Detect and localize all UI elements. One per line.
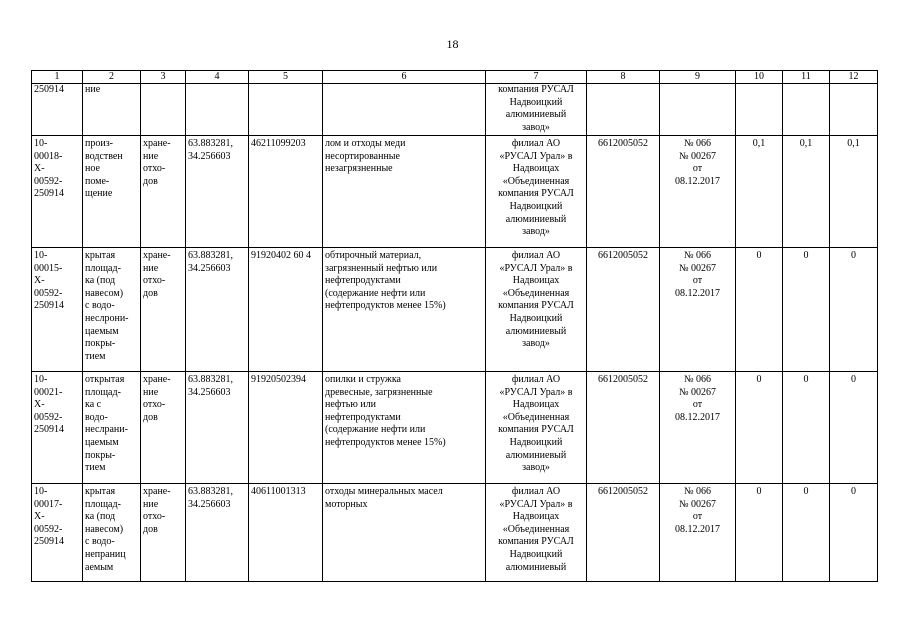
inn-cell: 6612005052 (587, 136, 660, 248)
object-type-cell: произ- водствен ное поме- щение (83, 136, 141, 248)
capacity-cell-12: 0 (830, 248, 878, 372)
coordinates-cell: 63.883281, 34.256603 (186, 372, 249, 484)
fkko-code-cell (249, 84, 323, 136)
capacity-cell-10: 0 (736, 248, 783, 372)
column-header: 3 (141, 71, 186, 84)
coordinates-cell: 63.883281, 34.256603 (186, 484, 249, 582)
facility-number-cell: 250914 (32, 84, 83, 136)
column-header: 12 (830, 71, 878, 84)
table-row (32, 84, 878, 136)
license-cell: № 066 № 00267 от 08.12.2017 (660, 136, 736, 248)
waste-name-cell: отходы минеральных масел моторных (323, 484, 486, 582)
column-header: 5 (249, 71, 323, 84)
capacity-cell-12: 0 (830, 484, 878, 582)
capacity-cell-11 (783, 84, 830, 136)
column-header: 4 (186, 71, 249, 84)
operator-cell: филиал АО «РУСАЛ Урал» в Надвоицах «Объединенная компания РУСАЛ Надвоицкий алюминиевый (486, 484, 587, 582)
inn-cell (587, 84, 660, 136)
capacity-cell-10: 0 (736, 372, 783, 484)
column-header: 6 (323, 71, 486, 84)
capacity-cell-10: 0,1 (736, 136, 783, 248)
table-row (32, 484, 878, 582)
facility-number-cell: 10- 00018- Х- 00592- 250914 (32, 136, 83, 248)
table-row (32, 248, 878, 372)
license-cell: № 066 № 00267 от 08.12.2017 (660, 484, 736, 582)
capacity-cell-10: 0 (736, 484, 783, 582)
inn-cell: 6612005052 (587, 484, 660, 582)
object-type-cell: ние (83, 84, 141, 136)
object-type-cell: крытая площад- ка (под навесом) с водо- непраниц аемым (83, 484, 141, 582)
capacity-cell-12 (830, 84, 878, 136)
operator-cell: филиал АО «РУСАЛ Урал» в Надвоицах «Объединенная компания РУСАЛ Надвоицкий алюминиевый завод» (486, 136, 587, 248)
waste-facility-registry-table (31, 70, 878, 582)
operator-cell: филиал АО «РУСАЛ Урал» в Надвоицах «Объединенная компания РУСАЛ Надвоицкий алюминиевый завод» (486, 248, 587, 372)
purpose-cell: хране- ние отхо- дов (141, 136, 186, 248)
coordinates-cell: 63.883281, 34.256603 (186, 248, 249, 372)
waste-name-cell: опилки и стружка древесные, загрязненные нефтью или нефтепродуктами (содержание нефти или нефтепродуктов менее 15%) (323, 372, 486, 484)
inn-cell: 6612005052 (587, 248, 660, 372)
capacity-cell-11: 0 (783, 372, 830, 484)
waste-name-cell: обтирочный материал, загрязненный нефтью или нефтепродуктами (содержание нефти или нефтепродуктов менее 15%) (323, 248, 486, 372)
license-cell (660, 84, 736, 136)
column-number-header-row (32, 71, 878, 84)
fkko-code-cell: 40611001313 (249, 484, 323, 582)
purpose-cell (141, 84, 186, 136)
license-cell: № 066 № 00267 от 08.12.2017 (660, 248, 736, 372)
table-row (32, 136, 878, 248)
facility-number-cell: 10- 00015- Х- 00592- 250914 (32, 248, 83, 372)
facility-number-cell: 10- 00021- Х- 00592- 250914 (32, 372, 83, 484)
waste-name-cell (323, 84, 486, 136)
purpose-cell: хране- ние отхо- дов (141, 248, 186, 372)
column-header: 8 (587, 71, 660, 84)
column-header: 7 (486, 71, 587, 84)
column-header: 9 (660, 71, 736, 84)
object-type-cell: открытая площад- ка с водо- неслрани- цаемым покры- тием (83, 372, 141, 484)
column-header: 10 (736, 71, 783, 84)
purpose-cell: хране- ние отхо- дов (141, 484, 186, 582)
column-header: 1 (32, 71, 83, 84)
page-number: 18 (446, 37, 459, 51)
capacity-cell-10 (736, 84, 783, 136)
object-type-cell: крытая площад- ка (под навесом) с водо- неслрони- цаемым покры- тием (83, 248, 141, 372)
coordinates-cell: 63.883281, 34.256603 (186, 136, 249, 248)
operator-cell: компания РУСАЛ Надвоицкий алюминиевый завод» (486, 84, 587, 136)
coordinates-cell (186, 84, 249, 136)
capacity-cell-11: 0 (783, 484, 830, 582)
table-row (32, 372, 878, 484)
capacity-cell-11: 0,1 (783, 136, 830, 248)
facility-number-cell: 10- 00017- Х- 00592- 250914 (32, 484, 83, 582)
capacity-cell-12: 0 (830, 372, 878, 484)
waste-name-cell: лом и отходы меди несортированные незагрязненные (323, 136, 486, 248)
column-header: 11 (783, 71, 830, 84)
fkko-code-cell: 91920402 60 4 (249, 248, 323, 372)
inn-cell: 6612005052 (587, 372, 660, 484)
capacity-cell-12: 0,1 (830, 136, 878, 248)
license-cell: № 066 № 00267 от 08.12.2017 (660, 372, 736, 484)
column-header: 2 (83, 71, 141, 84)
operator-cell: филиал АО «РУСАЛ Урал» в Надвоицах «Объединенная компания РУСАЛ Надвоицкий алюминиевый завод» (486, 372, 587, 484)
capacity-cell-11: 0 (783, 248, 830, 372)
purpose-cell: хране- ние отхо- дов (141, 372, 186, 484)
fkko-code-cell: 46211099203 (249, 136, 323, 248)
fkko-code-cell: 91920502394 (249, 372, 323, 484)
